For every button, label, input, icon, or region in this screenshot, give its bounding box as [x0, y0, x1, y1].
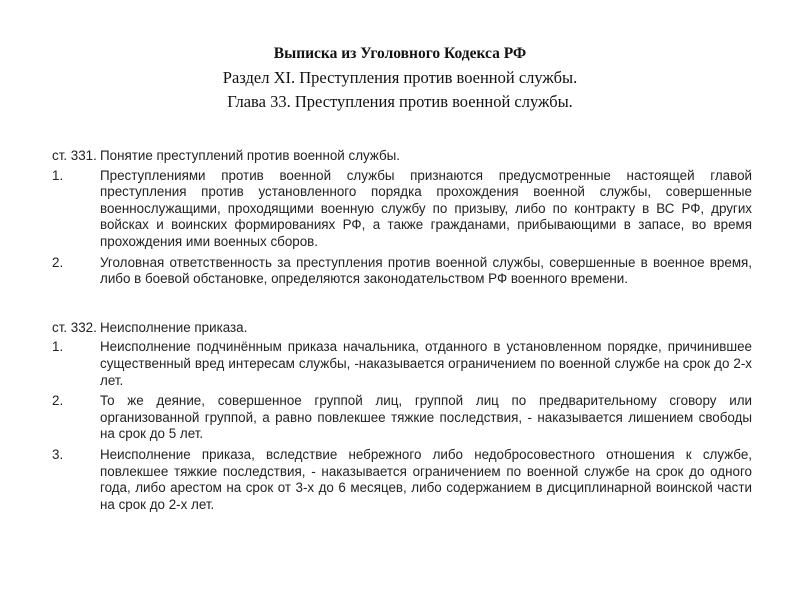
document-body [52, 148, 752, 517]
document-header [0, 42, 800, 114]
item-number: 2. [52, 254, 64, 270]
item-number: 2. [52, 393, 64, 409]
item-text: Преступлениями против военной службы признаются предусмотренные настоящей главой преступления против установленного порядка прохождения военной службы, совершенные военнослужащими, проходящими военную службу по призыву, либо по контракту в ВС РФ, других войсках и воинских формированиях РФ, а также гражданами, прибывающими в запасе, во время прохождения ими военных сборов. [100, 167, 752, 249]
article-332-item-3 [52, 447, 752, 513]
section-heading: Раздел XI. Преступления против военной службы. [222, 68, 578, 87]
article-332-item-2 [52, 393, 752, 443]
chapter-heading: Глава 33. Преступления против военной службы. [227, 92, 573, 111]
article-332-item-1 [52, 339, 752, 389]
item-number: 1. [52, 339, 64, 355]
item-text: Неисполнение подчинённым приказа начальника, отданного в установленном порядке, причинившее существенный вред интересам службы, -наказывается ограничением по военной службе на срок до 2-х лет. [100, 339, 752, 388]
article-332-heading [52, 320, 752, 337]
item-text: Уголовная ответственность за преступления против военной службы, совершенные в военное время, либо в боевой обстановке, определяются законодательством РФ военного времени. [100, 254, 752, 287]
item-text: То же деяние, совершенное группой лиц, группой лиц по предварительному сговору или организованной группой, а равно повлекшее тяжкие последствия, - наказывается лишением свободы на срок до 5 лет. [100, 393, 752, 442]
article-331-item-1 [52, 168, 752, 251]
spacer [52, 292, 752, 320]
item-number: 1. [52, 167, 64, 183]
article-number: ст. 331. [52, 148, 97, 163]
article-title: Неисполнение приказа. [100, 319, 248, 335]
article-331-item-2 [52, 255, 752, 288]
article-number: ст. 332. [52, 319, 97, 335]
item-number: 3. [52, 446, 64, 462]
article-title: Понятие преступлений против военной службы. [100, 148, 400, 163]
item-text: Неисполнение приказа, вследствие небрежного либо недобросовестного отношения к службе, повлекшее тяжкие последствия, - наказывается ограничением по военной службе на срок до одного года, либо арестом на срок от 3-х до 6 месяцев, либо содержанием в дисциплинарной воинской части на срок до 2-х лет. [100, 446, 752, 512]
document-title: Выписка из Уголовного Кодекса РФ [273, 45, 527, 62]
article-331-heading [52, 148, 752, 165]
